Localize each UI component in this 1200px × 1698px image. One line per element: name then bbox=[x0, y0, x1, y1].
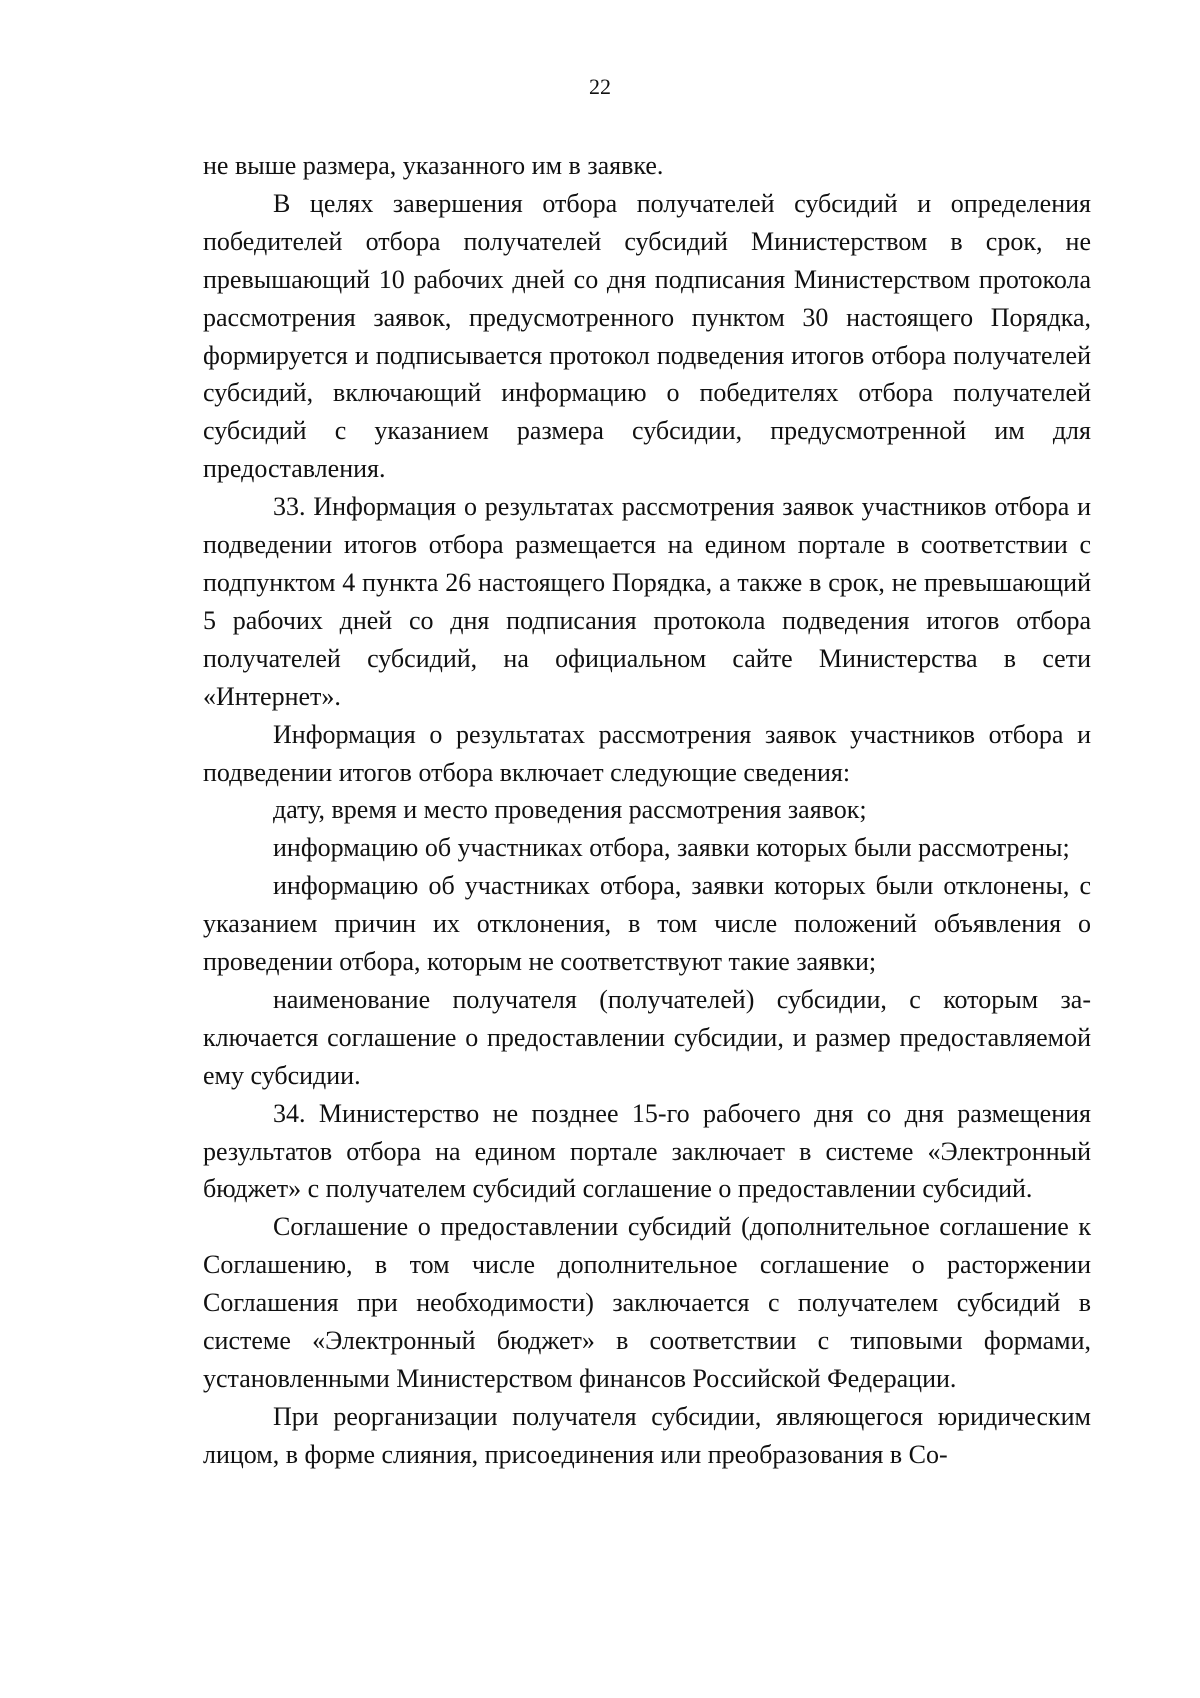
paragraph-9: 34. Министерство не позднее 15-го рабочего дня со дня размещения результатов отбора на едином портале заключает в системе «Электронный бюджет» с получателем субсидий соглашение о предоставлении субсидий. bbox=[203, 1098, 1091, 1204]
page-number: 22 bbox=[589, 74, 611, 99]
paragraph-2: В целях завершения отбора получателей субсидий и определения победителей отбора получателей субсидий Министерством в срок, не превышающий 10 рабочих дней со дня подписания Министерством протокола рассмотрения заявок, предусмотренного пунктом 30 настоящего Порядка, формируется и подписывается протокол подведения итогов отбора получателей субсидий, включающий информацию о победителях отбора получателей субсидий с указанием размера субсидии, предусмотренной им для предоставления. bbox=[203, 188, 1091, 484]
paragraph-1: не выше размера, указанного им в заявке. bbox=[203, 151, 664, 180]
paragraph-10: Соглашение о предоставлении субсидий (дополнительное соглашение к Соглашению, в том числе дополнительное соглашение о расторжении Соглашения при необходимости) заключается с получателем субсидий в системе «Электронный бюджет» в соответствии с типовыми формами, установленными Министерством финансов Российской Федерации. bbox=[203, 1212, 1091, 1393]
document-body bbox=[203, 147, 1091, 1474]
paragraph-8: наименование получателя (получателей) субсидии, с которым заключается соглашение о предоставлении субсидии, и размер предоставляемой ему субсидии. bbox=[203, 984, 1091, 1090]
paragraph-3: 33. Информация о результатах рассмотрения заявок участников отбора и подведении итогов отбора размещается на едином портале в соответствии с подпунктом 4 пункта 26 настоящего Порядка, а также в срок, не превышающий 5 рабочих дней со дня подписания протокола подведения итогов отбора получателей субсидий, на официальном сайте Министерства в сети «Интернет». bbox=[203, 492, 1091, 711]
paragraph-7: информацию об участниках отбора, заявки которых были отклонены, с указанием причин их отклонения, в том числе положений объявления о проведении отбора, которым не соответствуют такие заявки; bbox=[203, 871, 1091, 977]
paragraph-4: Информация о результатах рассмотрения заявок участников отбора и подведении итогов отбора включает следующие сведения: bbox=[203, 719, 1091, 787]
paragraph-11: При реорганизации получателя субсидии, являющегося юридическим лицом, в форме слияния, присоединения или преобразования в Со- bbox=[203, 1401, 1091, 1469]
paragraph-5: дату, время и место проведения рассмотрения заявок; bbox=[273, 795, 867, 825]
paragraph-6: информацию об участниках отбора, заявки которых были рассмотрены; bbox=[273, 833, 1070, 863]
